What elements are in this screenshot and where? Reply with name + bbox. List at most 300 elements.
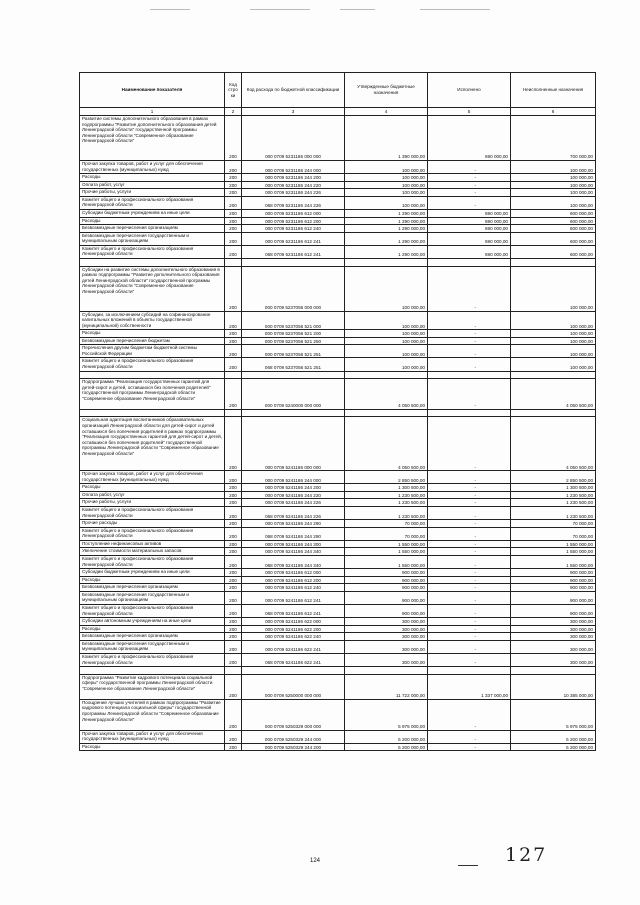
cell-name: Комитет общего и профессионального образования Ленинградской области [80, 245, 225, 258]
cell-str: 200 [225, 174, 242, 182]
cell-remaining: 100 000,00 [511, 196, 596, 209]
cell-executed: - [428, 266, 511, 311]
spacer-cell [511, 409, 596, 417]
cell-remaining: 100 000,00 [511, 330, 596, 338]
spacer-cell [225, 371, 242, 379]
cell-name: Социальная адаптация воспитанников образовательных организаций Ленинградской области для детей-сирот и детей оставшихся без попечения родителей в рамках подпрограммы "Реализация государственных гарантий для детей-сирот и детей, оставшихся без попечения родителей" государственной программы Ленинградской области "Современное образование Ленинградской области" [80, 417, 225, 471]
cell-name: Прочие работы, услуги [80, 499, 225, 507]
cell-code: 000 0709 5241186 612 241 [242, 591, 345, 604]
cell-approved: 300 000,00 [345, 653, 428, 666]
spacer-cell [242, 371, 345, 379]
cell-code: 068 0709 5241186 244 340 [242, 556, 345, 569]
cell-str: 200 [225, 232, 242, 245]
spacer-cell [428, 258, 511, 266]
cell-executed: - [428, 640, 511, 653]
cell-executed: 690 000,00 [428, 225, 511, 233]
cell-str: 200 [225, 548, 242, 556]
cell-executed: - [428, 337, 511, 345]
cell-name: Развитие системы дополнительного образования в рамках подпрограммы "Развитие дополнительного образования детей Ленинградской области" государственной программы Ленинградской области "Современное образование Ленинградской области" [80, 116, 225, 161]
cell-approved: 1 230 500,00 [345, 507, 428, 520]
handwritten-page-stamp: 127 [505, 844, 548, 866]
spacer-cell [428, 667, 511, 675]
cell-name: Перечисления другим бюджетам бюджетной системы Российской Федерации [80, 345, 225, 358]
cell-remaining: 100 000,00 [511, 189, 596, 197]
cell-approved: 5 200 000,00 [345, 743, 428, 751]
table-body [80, 116, 596, 751]
cell-remaining: 1 550 000,00 [511, 556, 596, 569]
spacer-cell [80, 409, 225, 417]
cell-executed: 690 000,00 [428, 209, 511, 217]
table-row [80, 507, 596, 520]
column-number: 2 [225, 108, 242, 116]
cell-name: Поощрение лучших учителей в рамках подпрограммы "Развитие кадрового потенциала социальной сферы" государственной программы Ленинградской области "Современное образование Ленинградской области" [80, 699, 225, 730]
cell-remaining: 300 000,00 [511, 633, 596, 641]
table-row [80, 527, 596, 540]
table-row [80, 569, 596, 577]
spacer-row [80, 409, 596, 417]
cell-remaining: 1 230 500,00 [511, 491, 596, 499]
cell-remaining: 900 000,00 [511, 591, 596, 604]
cell-code: 000 0709 5241186 244 340 [242, 548, 345, 556]
cell-code: 068 0709 5241186 622 241 [242, 653, 345, 666]
cell-code: 000 0709 5237056 521 251 [242, 345, 345, 358]
column-number: 6 [511, 108, 596, 116]
cell-remaining: 10 385 000,00 [511, 674, 596, 699]
cell-remaining: 70 000,00 [511, 520, 596, 528]
cell-str: 200 [225, 189, 242, 197]
cell-remaining: 300 000,00 [511, 625, 596, 633]
cell-code: 000 0709 5241186 612 240 [242, 584, 345, 592]
cell-approved: 900 000,00 [345, 604, 428, 617]
cell-approved: 5 975 000,00 [345, 699, 428, 730]
cell-approved: 900 000,00 [345, 569, 428, 577]
cell-str: 200 [225, 576, 242, 584]
cell-approved: 100 000,00 [345, 181, 428, 189]
cell-name: Безвозмездные перечисления государственным и муниципальным организациям [80, 640, 225, 653]
cell-approved: 300 000,00 [345, 625, 428, 633]
cell-approved: 900 000,00 [345, 591, 428, 604]
table-row [80, 604, 596, 617]
cell-remaining: 5 200 000,00 [511, 730, 596, 743]
header-approved: Утвержденные бюджетные назначения [345, 73, 428, 108]
cell-executed: - [428, 569, 511, 577]
spacer-cell [225, 258, 242, 266]
cell-name: Прочая закупка товаров, работ и услуг для обеспечения государственных (муниципальных) нужд [80, 161, 225, 174]
cell-executed: - [428, 330, 511, 338]
spacer-cell [511, 258, 596, 266]
cell-name: Расходы [80, 174, 225, 182]
cell-remaining: 1 230 500,00 [511, 499, 596, 507]
table-row [80, 625, 596, 633]
cell-executed: - [428, 576, 511, 584]
cell-str: 200 [225, 633, 242, 641]
cell-executed: - [428, 743, 511, 751]
cell-code: 000 0709 5241186 244 226 [242, 499, 345, 507]
cell-executed: - [428, 196, 511, 209]
cell-approved: 100 000,00 [345, 345, 428, 358]
cell-remaining: 900 000,00 [511, 569, 596, 577]
cell-code: 000 0709 5241186 622 241 [242, 640, 345, 653]
table-row [80, 633, 596, 641]
table-row [80, 379, 596, 410]
cell-code: 000 0709 5231186 612 200 [242, 217, 345, 225]
cell-code: 000 0709 5241186 244 220 [242, 491, 345, 499]
cell-approved: 100 000,00 [345, 337, 428, 345]
table-row [80, 232, 596, 245]
cell-name: Прочая закупка товаров, работ и услуг для обеспечения государственных (муниципальных) нужд [80, 471, 225, 484]
table-row [80, 189, 596, 197]
column-number: 4 [345, 108, 428, 116]
table-row [80, 491, 596, 499]
table-row [80, 266, 596, 311]
cell-approved: 1 290 000,00 [345, 245, 428, 258]
table-row [80, 499, 596, 507]
cell-remaining: 100 000,00 [511, 345, 596, 358]
cell-approved: 300 000,00 [345, 618, 428, 626]
cell-str: 200 [225, 556, 242, 569]
cell-remaining: 100 000,00 [511, 337, 596, 345]
cell-executed: - [428, 548, 511, 556]
cell-name: Комитет общего и профессионального образования Ленинградской области [80, 358, 225, 371]
table-row [80, 245, 596, 258]
cell-code: 000 0709 5240000 000 000 [242, 379, 345, 410]
cell-code: 000 0709 5241186 622 200 [242, 625, 345, 633]
cell-remaining: 600 000,00 [511, 245, 596, 258]
cell-remaining: 700 000,00 [511, 116, 596, 161]
cell-executed: - [428, 174, 511, 182]
table-row [80, 674, 596, 699]
cell-remaining: 300 000,00 [511, 640, 596, 653]
cell-str: 200 [225, 674, 242, 699]
cell-code: 000 0709 5231186 244 000 [242, 161, 345, 174]
cell-name: Комитет общего и профессионального образования Ленинградской области [80, 196, 225, 209]
table-row [80, 330, 596, 338]
cell-str: 200 [225, 161, 242, 174]
column-number: 1 [80, 108, 225, 116]
table-row [80, 730, 596, 743]
cell-name: Поступление нефинансовых активов [80, 540, 225, 548]
cell-name: Прочие расходы [80, 520, 225, 528]
cell-str: 200 [225, 225, 242, 233]
cell-name: Расходы [80, 330, 225, 338]
column-number-row [80, 108, 596, 116]
cell-executed: - [428, 379, 511, 410]
cell-remaining: 100 000,00 [511, 311, 596, 330]
table-row [80, 540, 596, 548]
cell-name: Расходы [80, 484, 225, 492]
cell-name: Комитет общего и профессионального образования Ленинградской области [80, 527, 225, 540]
cell-remaining: 300 000,00 [511, 653, 596, 666]
spacer-cell [242, 667, 345, 675]
cell-code: 000 0709 5241186 612 200 [242, 576, 345, 584]
cell-name: Безвозмездные перечисления организациям [80, 633, 225, 641]
cell-name: Расходы [80, 217, 225, 225]
cell-str: 200 [225, 266, 242, 311]
cell-name: Оплата работ, услуг [80, 491, 225, 499]
cell-code: 000 0709 5241186 622 000 [242, 618, 345, 626]
spacer-cell [511, 667, 596, 675]
spacer-cell [225, 667, 242, 675]
cell-approved: 1 550 000,00 [345, 540, 428, 548]
cell-code: 068 0709 5231186 612 241 [242, 245, 345, 258]
cell-approved: 900 000,00 [345, 584, 428, 592]
cell-code: 068 0709 5237056 521 251 [242, 358, 345, 371]
cell-code: 000 0709 5241186 244 000 [242, 471, 345, 484]
cell-executed: - [428, 161, 511, 174]
cell-executed: - [428, 345, 511, 358]
cell-executed: - [428, 633, 511, 641]
cell-name: Безвозмездные перечисления государственным и муниципальным организациям [80, 591, 225, 604]
cell-remaining: 1 550 000,00 [511, 540, 596, 548]
cell-remaining: 4 050 500,00 [511, 379, 596, 410]
spacer-row [80, 667, 596, 675]
header-str: Код стро ки [225, 73, 242, 108]
cell-approved: 70 000,00 [345, 527, 428, 540]
cell-approved: 100 000,00 [345, 174, 428, 182]
cell-name: Комитет общего и профессионального образования Ленинградской области [80, 653, 225, 666]
cell-approved: 1 230 500,00 [345, 499, 428, 507]
cell-code: 000 0709 5241186 244 300 [242, 540, 345, 548]
spacer-cell [225, 409, 242, 417]
cell-str: 200 [225, 345, 242, 358]
cell-remaining: 100 000,00 [511, 181, 596, 189]
cell-remaining: 600 000,00 [511, 217, 596, 225]
table-row [80, 337, 596, 345]
cell-name: Прочая закупка товаров, работ и услуг для обеспечения государственных (муниципальных) нужд [80, 730, 225, 743]
cell-str: 200 [225, 491, 242, 499]
cell-name: Увеличение стоимости материальных запасов [80, 548, 225, 556]
spacer-cell [242, 258, 345, 266]
cell-name: Безвозмездные перечисления организациям [80, 225, 225, 233]
cell-code: 000 0709 5250000 000 000 [242, 674, 345, 699]
cell-executed: - [428, 417, 511, 471]
cell-remaining: 900 000,00 [511, 576, 596, 584]
cell-code: 000 0709 5237056 000 000 [242, 266, 345, 311]
cell-code: 000 0709 5241186 622 240 [242, 633, 345, 641]
cell-code: 000 0709 5241186 244 290 [242, 520, 345, 528]
cell-str: 200 [225, 217, 242, 225]
column-number: 3 [242, 108, 345, 116]
cell-approved: 100 000,00 [345, 311, 428, 330]
cell-str: 200 [225, 358, 242, 371]
cell-name: Комитет общего и профессионального образования Ленинградской области [80, 604, 225, 617]
budget-table [79, 72, 596, 751]
cell-name: Подпрограмма "Развитие кадрового потенциала социальной сферы" государственной программы Ленинградской области "Современное образование Ленинградской области" [80, 674, 225, 699]
cell-executed: - [428, 540, 511, 548]
cell-executed: - [428, 618, 511, 626]
cell-str: 200 [225, 540, 242, 548]
spacer-cell [345, 258, 428, 266]
cell-executed: - [428, 189, 511, 197]
cell-code: 068 0709 5241186 244 226 [242, 507, 345, 520]
scan-artifact-line [150, 9, 190, 10]
spacer-cell [80, 667, 225, 675]
cell-code: 068 0709 5241186 612 241 [242, 604, 345, 617]
table-row [80, 358, 596, 371]
cell-executed: - [428, 556, 511, 569]
table-row [80, 196, 596, 209]
cell-approved: 70 000,00 [345, 520, 428, 528]
header-executed: Исполнено [428, 73, 511, 108]
cell-name: Субсидии, за исключением субсидий на софинансирование капитальных вложений в объекты государственной (муниципальной) собственности [80, 311, 225, 330]
cell-executed: - [428, 311, 511, 330]
spacer-row [80, 258, 596, 266]
cell-executed: - [428, 527, 511, 540]
cell-approved: 4 050 500,00 [345, 379, 428, 410]
cell-remaining: 70 000,00 [511, 527, 596, 540]
cell-str: 200 [225, 640, 242, 653]
cell-approved: 900 000,00 [345, 576, 428, 584]
table-row [80, 699, 596, 730]
cell-code: 000 0709 5231186 244 220 [242, 181, 345, 189]
cell-executed: - [428, 653, 511, 666]
cell-code: 000 0709 5231186 000 000 [242, 116, 345, 161]
cell-code: 000 0709 5231186 244 200 [242, 174, 345, 182]
cell-executed: - [428, 181, 511, 189]
table-row [80, 311, 596, 330]
cell-approved: 100 000,00 [345, 189, 428, 197]
cell-code: 068 0709 5241186 244 290 [242, 527, 345, 540]
cell-str: 200 [225, 569, 242, 577]
table-row [80, 548, 596, 556]
cell-str: 200 [225, 499, 242, 507]
cell-approved: 1 290 000,00 [345, 232, 428, 245]
cell-str: 200 [225, 653, 242, 666]
cell-code: 000 0709 5237056 521 200 [242, 330, 345, 338]
cell-remaining: 1 550 000,00 [511, 548, 596, 556]
cell-executed: 1 337 000,00 [428, 674, 511, 699]
spacer-cell [345, 409, 428, 417]
cell-remaining: 5 200 000,00 [511, 743, 596, 751]
cell-name: Расходы [80, 576, 225, 584]
cell-str: 200 [225, 417, 242, 471]
cell-approved: 1 290 000,00 [345, 225, 428, 233]
cell-approved: 1 550 000,00 [345, 548, 428, 556]
cell-str: 200 [225, 116, 242, 161]
cell-code: 000 0709 5250329 000 000 [242, 699, 345, 730]
table-row [80, 209, 596, 217]
cell-str: 200 [225, 330, 242, 338]
cell-executed: - [428, 730, 511, 743]
cell-approved: 2 850 500,00 [345, 471, 428, 484]
cell-name: Подпрограмма "Реализация государственных гарантий для детей-сирот и детей, оставшихся без попечения родителей" государственной программы Ленинградской области "Современное образование Ленинградской области" [80, 379, 225, 410]
spacer-row [80, 371, 596, 379]
cell-executed: - [428, 471, 511, 484]
cell-approved: 300 000,00 [345, 633, 428, 641]
cell-approved: 1 550 000,00 [345, 556, 428, 569]
cell-name: Оплата работ, услуг [80, 181, 225, 189]
cell-str: 200 [225, 379, 242, 410]
table-row [80, 520, 596, 528]
cell-executed: - [428, 604, 511, 617]
cell-executed: 690 000,00 [428, 232, 511, 245]
cell-executed: - [428, 491, 511, 499]
scan-artifact-line [420, 9, 490, 10]
cell-code: 000 0709 5237056 521 250 [242, 337, 345, 345]
cell-remaining: 600 000,00 [511, 225, 596, 233]
cell-str: 200 [225, 625, 242, 633]
cell-remaining: 300 000,00 [511, 618, 596, 626]
cell-executed: 690 000,00 [428, 217, 511, 225]
cell-approved: 100 000,00 [345, 266, 428, 311]
cell-name: Безвозмездные перечисления бюджетам [80, 337, 225, 345]
cell-code: 068 0709 5231186 244 226 [242, 196, 345, 209]
cell-name: Безвозмездные перечисления государственным и муниципальным организациям [80, 232, 225, 245]
cell-code: 000 0709 5241186 000 000 [242, 417, 345, 471]
cell-executed: - [428, 625, 511, 633]
cell-str: 200 [225, 743, 242, 751]
cell-str: 200 [225, 471, 242, 484]
cell-approved: 5 200 000,00 [345, 730, 428, 743]
table-row [80, 591, 596, 604]
cell-str: 200 [225, 181, 242, 189]
cell-remaining: 100 000,00 [511, 174, 596, 182]
cell-executed: 690 000,00 [428, 245, 511, 258]
cell-remaining: 600 000,00 [511, 232, 596, 245]
cell-str: 200 [225, 311, 242, 330]
table-row [80, 174, 596, 182]
cell-name: Субсидии бюджетным учреждениям на иные цели [80, 569, 225, 577]
spacer-cell [80, 258, 225, 266]
cell-code: 000 0709 5241186 612 000 [242, 569, 345, 577]
table-row [80, 576, 596, 584]
cell-str: 200 [225, 484, 242, 492]
page-number: 124 [310, 858, 321, 864]
cell-code: 000 0709 5237056 521 000 [242, 311, 345, 330]
cell-name: Комитет общего и профессионального образования Ленинградской области [80, 556, 225, 569]
cell-str: 200 [225, 507, 242, 520]
spacer-cell [242, 409, 345, 417]
header-name: Наименование показателя [80, 73, 225, 108]
spacer-cell [428, 371, 511, 379]
table-row [80, 484, 596, 492]
cell-approved: 1 230 500,00 [345, 491, 428, 499]
spacer-cell [428, 409, 511, 417]
cell-executed: - [428, 484, 511, 492]
cell-approved: 1 390 000,00 [345, 116, 428, 161]
cell-code: 000 0709 5241186 244 200 [242, 484, 345, 492]
cell-approved: 1 300 500,00 [345, 484, 428, 492]
cell-code: 000 0709 5231186 244 226 [242, 189, 345, 197]
table-row [80, 743, 596, 751]
table-row [80, 618, 596, 626]
table-row [80, 653, 596, 666]
cell-name: Расходы [80, 625, 225, 633]
cell-code: 000 0709 5231186 612 000 [242, 209, 345, 217]
spacer-cell [80, 371, 225, 379]
header-remaining: Неисполненные назначения [511, 73, 596, 108]
table-row [80, 181, 596, 189]
header-row [80, 73, 596, 108]
table-row [80, 417, 596, 471]
table-row [80, 556, 596, 569]
cell-name: Комитет общего и профессионального образования Ленинградской области [80, 507, 225, 520]
cell-name: Прочие работы, услуги [80, 189, 225, 197]
cell-approved: 100 000,00 [345, 330, 428, 338]
cell-remaining: 100 000,00 [511, 266, 596, 311]
cell-remaining: 1 230 500,00 [511, 507, 596, 520]
column-number: 5 [428, 108, 511, 116]
cell-approved: 100 000,00 [345, 196, 428, 209]
table-row [80, 640, 596, 653]
cell-name: Субсидии на развитие системы дополнительного образования в рамках подпрограммы "Развитие дополнительного образования детей Ленинградской области" государственной программы Ленинградской области "Современное образование Ленинградской области" [80, 266, 225, 311]
cell-approved: 100 000,00 [345, 161, 428, 174]
cell-remaining: 900 000,00 [511, 604, 596, 617]
stamp-dash [458, 865, 478, 866]
cell-str: 200 [225, 730, 242, 743]
cell-remaining: 100 000,00 [511, 161, 596, 174]
scan-artifact-line [340, 9, 375, 10]
